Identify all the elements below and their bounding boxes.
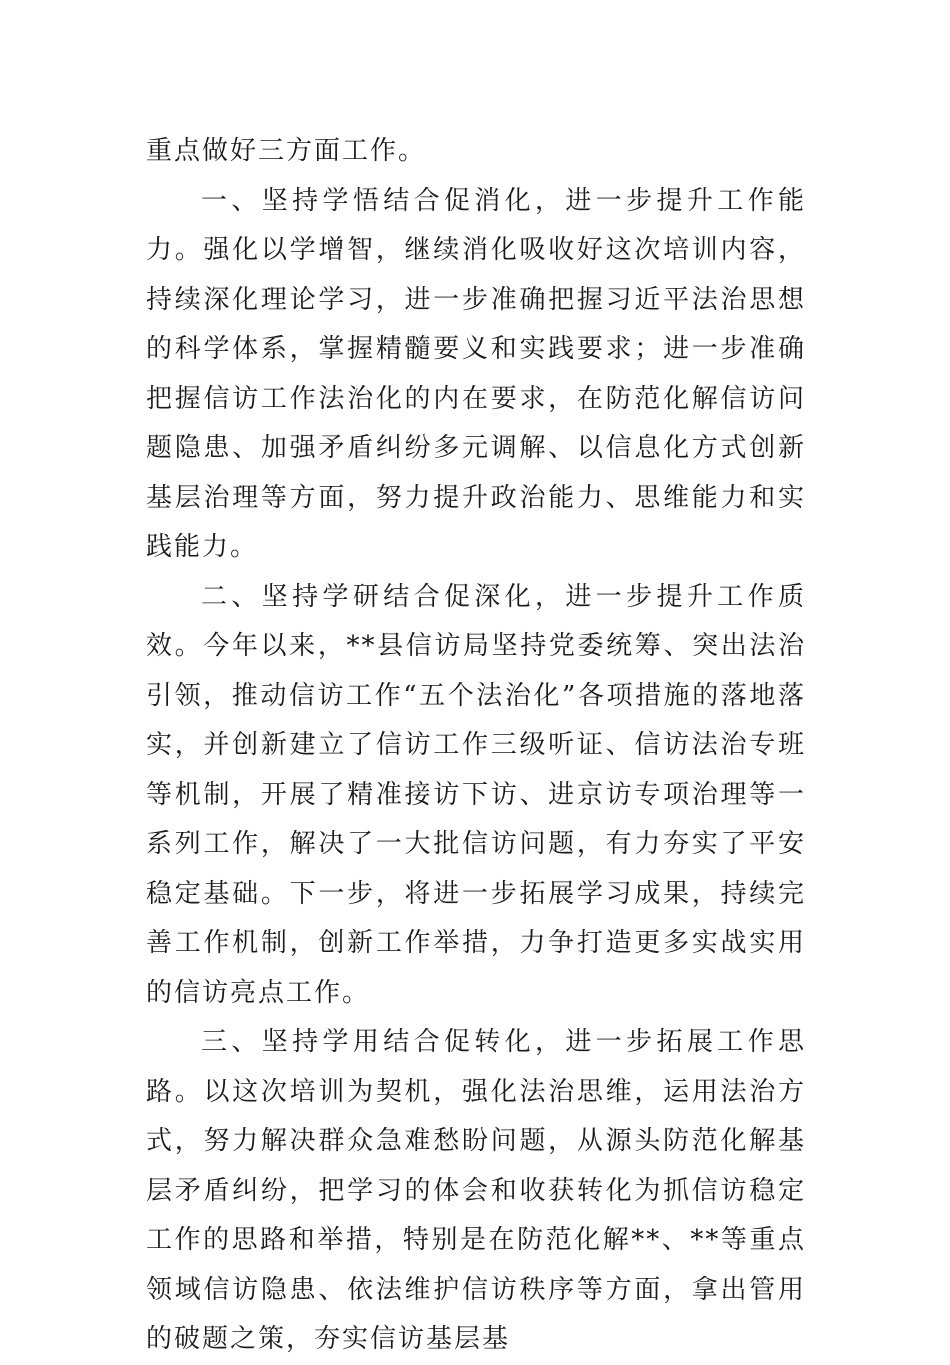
paragraph-point-two: 二、坚持学研结合促深化，进一步提升工作质效。今年以来，**县信访局坚持党委统筹、突出法治引领，推动信访工作“五个法治化”各项措施的落地落实，并创新建立了信访工作三级听证、信访法治专班等机制，开展了精准接访下访、进京访专项治理等一系列工作，解决了一大批信访问题，有力夯实了平安稳定基础。下一步，将进一步拓展学习成果，持续完善工作机制，创新工作举措，力争打造更多实战实用的信访亮点工作。 xyxy=(146,581,806,1008)
document-body xyxy=(146,127,806,1365)
paragraph-point-three: 三、坚持学用结合促转化，进一步拓展工作思路。以这次培训为契机，强化法治思维，运用法治方式，努力解决群众急难愁盼问题，从源头防范化解基层矛盾纠纷，把学习的体会和收获转化为抓信访稳定工作的思路和举措，特别是在防范化解**、**等重点领域信访隐患、依法维护信访秩序等方面，拿出管用的破题之策，夯实信访基层基 xyxy=(146,1027,806,1354)
paragraph-continuation: 重点做好三方面工作。 xyxy=(146,136,427,166)
paragraph-point-one: 一、坚持学悟结合促消化，进一步提升工作能力。强化以学增智，继续消化吸收好这次培训内容，持续深化理论学习，进一步准确把握习近平法治思想的科学体系，掌握精髓要义和实践要求；进一步准确把握信访工作法治化的内在要求，在防范化解信访问题隐患、加强矛盾纠纷多元调解、以信息化方式创新基层治理等方面，努力提升政治能力、思维能力和实践能力。 xyxy=(146,185,806,562)
